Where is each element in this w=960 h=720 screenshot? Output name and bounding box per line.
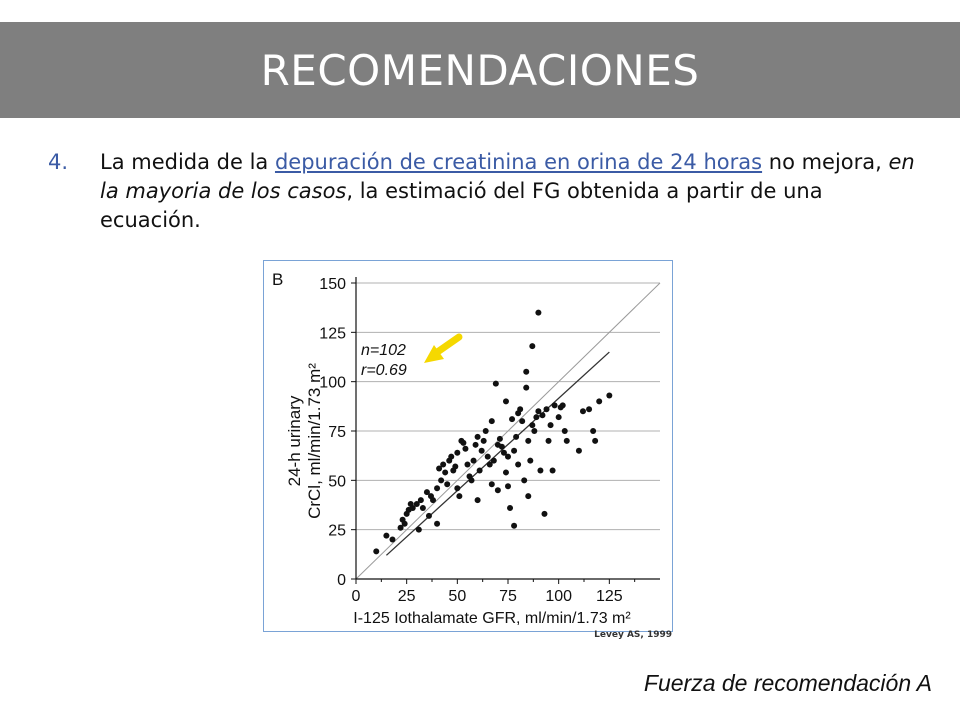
point-layer	[373, 310, 612, 555]
point-text-2: no mejora,	[762, 150, 889, 174]
scatter-point	[481, 438, 487, 444]
scatter-point	[527, 458, 533, 464]
scatter-point	[462, 446, 468, 452]
scatter-point	[523, 369, 529, 375]
point-text-3: , la estimació del FG obtenida a partir de una ecuación.	[100, 179, 823, 232]
scatter-point	[564, 438, 570, 444]
scatter-point	[576, 448, 582, 454]
figure-credit: Levey AS, 1999	[594, 630, 672, 640]
scatter-point	[515, 462, 521, 468]
recommendation-strength: Fuerza de recomendación A	[643, 670, 932, 696]
scatter-point	[529, 422, 535, 428]
scatter-point	[471, 458, 477, 464]
scatter-point	[523, 385, 529, 391]
scatter-point	[402, 521, 408, 527]
scatter-point	[454, 450, 460, 456]
scatter-point	[418, 497, 424, 503]
scatter-point	[509, 416, 515, 422]
scatter-point	[556, 414, 562, 420]
tick-layer	[319, 276, 660, 605]
scatter-point	[606, 392, 612, 398]
point-number: 4.	[48, 150, 69, 174]
y-tick-label-150: 150	[319, 276, 346, 293]
x-tick-label-25: 25	[397, 588, 416, 605]
scatter-point	[497, 436, 503, 442]
scatter-point	[531, 428, 537, 434]
scatter-point	[517, 406, 523, 412]
scatter-point	[456, 493, 462, 499]
scatter-point	[586, 406, 592, 412]
slide-title: RECOMENDACIONES	[260, 45, 700, 95]
annotation-n: n=102	[361, 342, 406, 359]
scatter-point	[442, 469, 448, 475]
scatter-point	[485, 454, 491, 460]
scatter-point	[493, 381, 499, 387]
scatter-point	[434, 485, 440, 491]
arrow-icon	[424, 337, 459, 363]
y-tick-label-50: 50	[328, 473, 346, 491]
scatter-point	[483, 428, 489, 434]
y-tick-label-25: 25	[328, 522, 346, 540]
scatter-point	[383, 533, 389, 539]
scatter-point	[420, 505, 426, 511]
panel-label: B	[272, 270, 284, 289]
annotation-r: r=0.69	[361, 362, 407, 379]
scatter-point	[590, 428, 596, 434]
point-text-1: La medida de la	[100, 150, 275, 174]
scatter-point	[495, 487, 501, 493]
scatter-point	[473, 442, 479, 448]
scatter-point	[535, 310, 541, 316]
scatter-point	[444, 481, 450, 487]
scatter-point	[503, 398, 509, 404]
scatter-chart	[264, 261, 671, 630]
scatter-point	[416, 527, 422, 533]
x-tick-label-100: 100	[545, 588, 573, 605]
grid-layer	[356, 283, 660, 530]
scatter-point	[430, 497, 436, 503]
scatter-point	[479, 448, 485, 454]
point-text	[100, 148, 930, 235]
creatinine-clearance-link[interactable]: depuración de creatinina en orina de 24 horas	[274, 150, 763, 174]
scatter-point	[596, 398, 602, 404]
scatter-point	[537, 467, 543, 473]
y-tick-label-75: 75	[328, 424, 346, 441]
y-tick-label-0: 0	[337, 572, 346, 589]
scatter-point	[513, 434, 519, 440]
scatter-point	[548, 422, 554, 428]
scatter-point	[560, 402, 566, 408]
scatter-point	[491, 458, 497, 464]
scatter-point	[525, 493, 531, 499]
scatter-point	[434, 521, 440, 527]
scatter-point	[505, 454, 511, 460]
scatter-point	[533, 414, 539, 420]
scatter-point	[562, 428, 568, 434]
scatter-point	[489, 418, 495, 424]
x-tick-label-0: 0	[351, 588, 361, 605]
scatter-point	[499, 444, 505, 450]
point-text-italic: en la mayoria de los casos	[100, 150, 915, 203]
scatter-point	[580, 408, 586, 414]
x-tick-label-125: 125	[595, 588, 623, 605]
x-axis-label: I-125 Iothalamate GFR, ml/min/1.73 m²	[353, 610, 631, 627]
scatter-point	[541, 511, 547, 517]
scatter-point	[440, 462, 446, 468]
y-tick-label-125: 125	[319, 325, 346, 343]
x-tick-label-75: 75	[499, 588, 517, 605]
scatter-point	[452, 464, 458, 470]
scatter-point	[592, 438, 598, 444]
scatter-point	[505, 483, 511, 489]
scatter-point	[460, 440, 466, 446]
scatter-point	[519, 418, 525, 424]
scatter-point	[475, 434, 481, 440]
scatter-point	[511, 523, 517, 529]
slide-title-bar	[0, 22, 960, 118]
scatter-point	[464, 462, 470, 468]
x-tick-label-50: 50	[448, 588, 467, 605]
scatter-point	[529, 343, 535, 349]
scatter-point	[438, 477, 444, 483]
scatter-figure	[263, 260, 673, 632]
scatter-point	[389, 537, 395, 543]
scatter-point	[544, 406, 550, 412]
y-axis-label-line1: 24-h urinary	[285, 395, 304, 487]
scatter-point	[511, 448, 517, 454]
scatter-point	[448, 454, 454, 460]
scatter-point	[507, 505, 513, 511]
scatter-point	[503, 469, 509, 475]
scatter-point	[373, 548, 379, 554]
scatter-point	[525, 438, 531, 444]
scatter-point	[475, 497, 481, 503]
scatter-point	[521, 477, 527, 483]
scatter-point	[477, 467, 483, 473]
scatter-point	[552, 402, 558, 408]
y-axis-label-line2: CrCl, ml/min/1.73 m²	[305, 363, 324, 519]
scatter-point	[426, 513, 432, 519]
scatter-point	[546, 438, 552, 444]
scatter-point	[539, 412, 545, 418]
scatter-point	[550, 467, 556, 473]
scatter-point	[454, 485, 460, 491]
scatter-point	[469, 477, 475, 483]
scatter-point	[489, 481, 495, 487]
y-tick-label-100: 100	[319, 374, 346, 392]
